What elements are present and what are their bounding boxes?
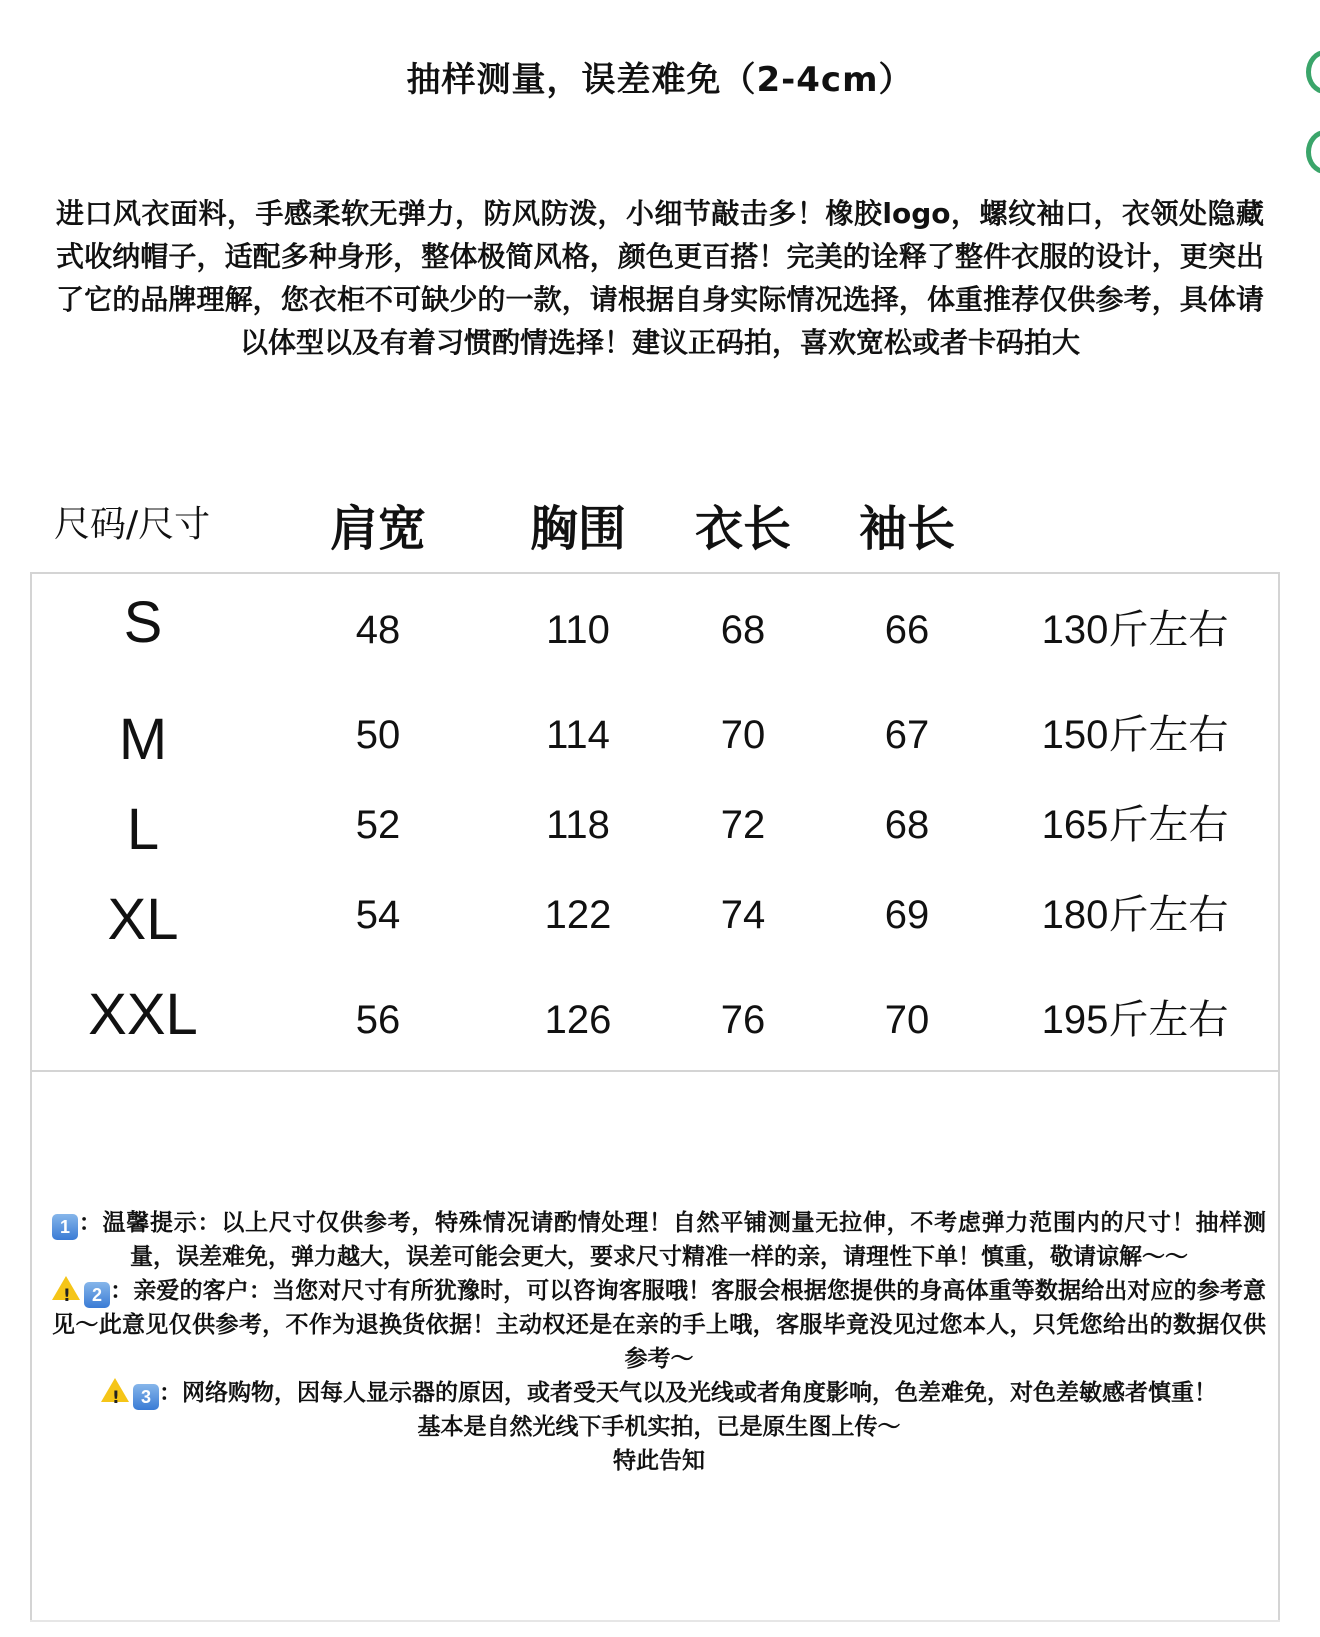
size-label: XL xyxy=(107,887,179,952)
note-3 xyxy=(52,1376,1266,1410)
note-3-line-2: 基本是自然光线下手机实拍，已是原生图上传～ xyxy=(417,1414,901,1440)
length-value: 70 xyxy=(720,713,766,757)
note-2 xyxy=(52,1274,1266,1376)
shoulder-value: 48 xyxy=(355,608,401,652)
keycap-number-icon: 1 xyxy=(52,1214,78,1240)
sleeve-value: 66 xyxy=(884,608,930,652)
note-1 xyxy=(52,1206,1266,1274)
weight-value: 195斤左右 xyxy=(1041,998,1229,1042)
page-title: 抽样测量，误差难免（2-4cm） xyxy=(406,60,914,100)
product-description: 进口风衣面料，手感柔软无弹力，防风防泼，小细节敲击多！橡胶logo，螺纹袖口，衣领处隐藏式收纳帽子，适配多种身形，整体极简风格，颜色更百搭！完美的诠释了整件衣服的设计，更突出了它的品牌理解，您衣柜不可缺少的一款，请根据自身实际情况选择，体重推荐仅供参考，具体请以体型以及有着习惯酌情选择！建议正码拍，喜欢宽松或者卡码拍大 xyxy=(56,197,1264,359)
header-shoulder: 肩宽 xyxy=(329,501,426,557)
shoulder-value: 54 xyxy=(355,893,401,937)
header-chest: 胸围 xyxy=(529,501,626,557)
chest-value: 110 xyxy=(546,608,610,652)
length-value: 68 xyxy=(720,608,766,652)
chest-value: 118 xyxy=(546,803,610,847)
shoulder-value: 52 xyxy=(355,803,401,847)
length-value: 72 xyxy=(720,803,766,847)
chest-value: 126 xyxy=(544,998,612,1042)
size-label: XXL xyxy=(88,982,198,1047)
sleeve-value: 67 xyxy=(884,713,930,757)
header-sleeve: 袖长 xyxy=(858,501,955,557)
notes-section xyxy=(52,1206,1266,1478)
closing-text: 特此告知 xyxy=(613,1448,705,1474)
length-value: 76 xyxy=(720,998,766,1042)
chest-value: 114 xyxy=(546,713,610,757)
warning-icon xyxy=(52,1276,80,1300)
sleeve-value: 69 xyxy=(884,893,930,937)
size-label: M xyxy=(118,707,168,772)
sleeve-value: 70 xyxy=(884,998,930,1042)
green-ring-icon xyxy=(1306,130,1320,174)
divider xyxy=(30,1070,1280,1072)
note-1-text: ：温馨提示：以上尺寸仅供参考，特殊情况请酌情处理！自然平铺测量无拉伸，不考虑弹力范围内的尺寸！抽样测量，误差难免，弹力越大，误差可能会更大，要求尺寸精准一样的亲，请理性下单！慎重，敬请谅解～～ xyxy=(78,1210,1266,1270)
header-length: 衣长 xyxy=(694,501,791,557)
weight-value: 130斤左右 xyxy=(1041,608,1229,652)
note-2-text: ：亲爱的客户：当您对尺寸有所犹豫时，可以咨询客服哦！客服会根据您提供的身高体重等数据给出对应的参考意见～此意见仅供参考，不作为退换货依据！主动权还是在亲的手上哦，客服毕竟没见过您本人，只凭您给出的数据仅供参考～ xyxy=(52,1278,1266,1372)
header-size: 尺码/尺寸 xyxy=(54,504,211,545)
keycap-number-icon: 2 xyxy=(84,1282,110,1308)
length-value: 74 xyxy=(720,893,766,937)
size-label: S xyxy=(123,590,163,655)
warning-icon xyxy=(101,1378,129,1402)
keycap-number-icon: 3 xyxy=(133,1384,159,1410)
shoulder-value: 50 xyxy=(355,713,401,757)
note-3-text: ：网络购物，因每人显示器的原因，或者受天气以及光线或者角度影响，色差难免，对色差敏感者慎重！ xyxy=(159,1380,1217,1406)
sleeve-value: 68 xyxy=(884,803,930,847)
weight-value: 180斤左右 xyxy=(1041,893,1229,937)
weight-value: 150斤左右 xyxy=(1041,713,1229,757)
shoulder-value: 56 xyxy=(355,998,401,1042)
divider xyxy=(30,1620,1280,1622)
size-label: L xyxy=(126,797,160,862)
chest-value: 122 xyxy=(544,893,612,937)
weight-value: 165斤左右 xyxy=(1041,803,1229,847)
